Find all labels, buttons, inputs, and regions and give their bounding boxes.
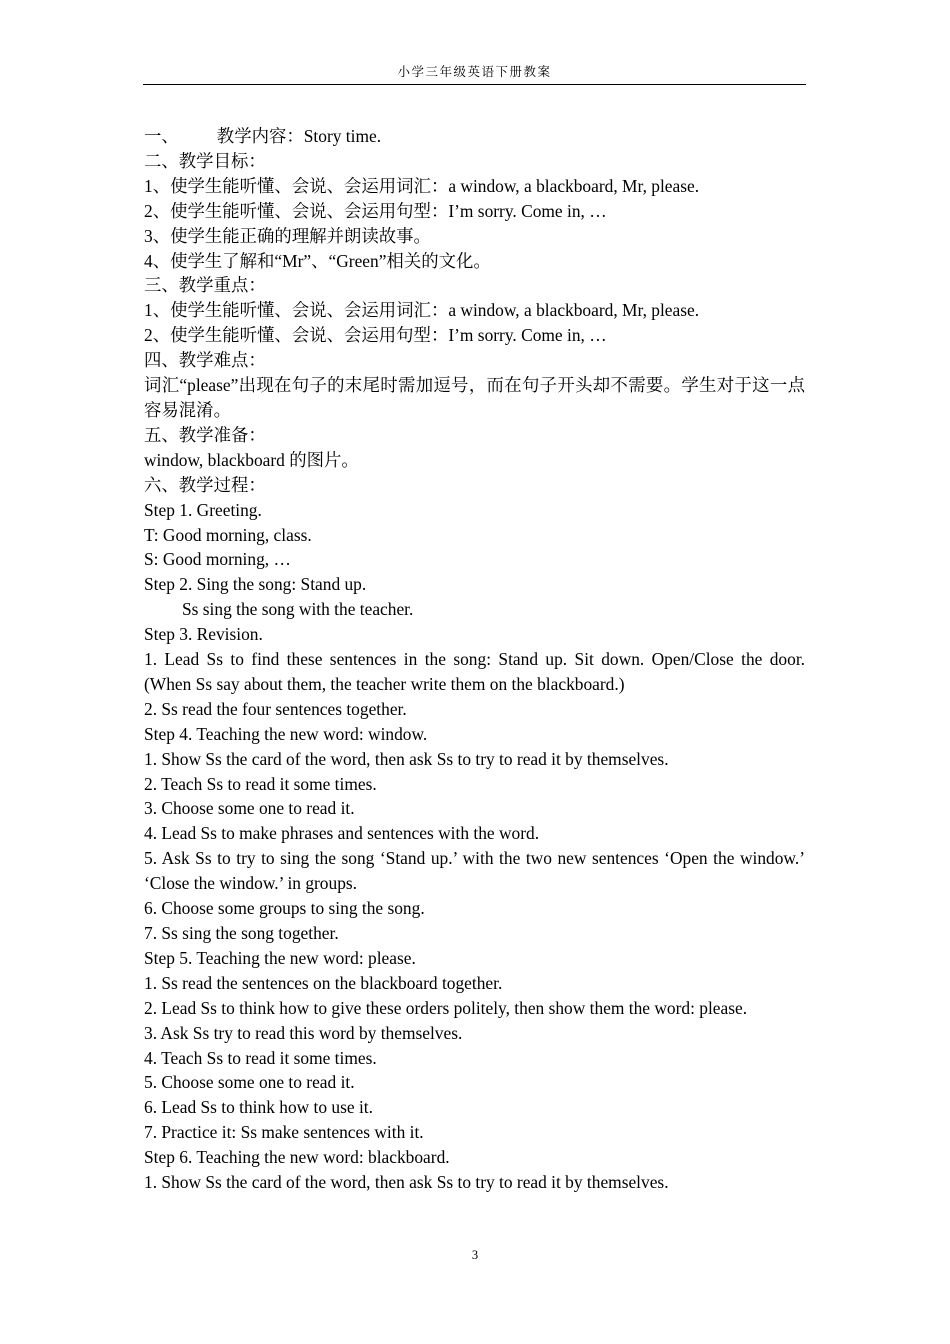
text-line: 三、教学重点： — [144, 275, 266, 296]
text-line: 5. Choose some one to read it. — [144, 1072, 355, 1093]
page-header: 小学三年级英语下册教案 — [143, 62, 806, 85]
text-line: 6. Lead Ss to think how to use it. — [144, 1097, 373, 1118]
text-line: Step 4. Teaching the new word: window. — [144, 723, 428, 744]
text-line: 2、使学生能听懂、会说、会运用句型：I’m sorry. Come in, … — [144, 200, 607, 221]
text-line: 3. Ask Ss try to read this word by themselves. — [144, 1022, 463, 1043]
text-line: 1. Show Ss the card of the word, then ask Ss to try to read it by themselves. — [144, 748, 669, 769]
text-line: Step 1. Greeting. — [144, 499, 262, 520]
step5-item-2: 2. Lead Ss to think how to give these orders politely, then show them the word: please. — [144, 997, 748, 1018]
step4-item-5: 5. Ask Ss to try to sing the song ‘Stand up.’ with the two new sentences ‘Open the window.’ ‘Close the window.’ in groups. — [144, 848, 805, 894]
text-line: S: Good morning, … — [144, 549, 291, 570]
text-line: 1. Show Ss the card of the word, then ask Ss to try to read it by themselves. — [144, 1172, 669, 1193]
section-number: 一、 — [144, 126, 179, 146]
text-line: 7. Practice it: Ss make sentences with it. — [144, 1122, 424, 1143]
text-line: window, blackboard 的图片。 — [144, 449, 359, 470]
text-line: 1、使学生能听懂、会说、会运用词汇：a window, a blackboard, Mr, please. — [144, 175, 700, 196]
text-line: 4. Teach Ss to read it some times. — [144, 1047, 377, 1068]
text-line: 4. Lead Ss to make phrases and sentences with the word. — [144, 823, 540, 844]
text-line: 二、教学目标： — [144, 150, 266, 171]
text-line: 4、使学生了解和“Mr”、“Green”相关的文化。 — [144, 250, 491, 271]
step3-item-1: 1. Lead Ss to find these sentences in the song: Stand up. Sit down. Open/Close the door. (When Ss say about them, the teacher write them on the blackboard.) — [144, 649, 805, 694]
text-line: 2. Ss read the four sentences together. — [144, 698, 407, 719]
step-heading: Step 3. Revision. — [144, 624, 263, 645]
text-line: 四、教学难点： — [144, 350, 266, 371]
text-line: 2、使学生能听懂、会说、会运用句型：I’m sorry. Come in, … — [144, 325, 607, 346]
text-line: 3、使学生能正确的理解并朗读故事。 — [144, 225, 431, 246]
difficulty-paragraph: 词汇“please”出现在句子的末尾时需加逗号，而在句子开头却不需要。学生对于这一点容易混淆。 — [144, 375, 805, 420]
text-line: 2. Teach Ss to read it some times. — [144, 773, 377, 794]
indented-line: Ss sing the song with the teacher. — [182, 599, 414, 620]
text-line: 6. Choose some groups to sing the song. — [144, 898, 425, 919]
section-title: 教学内容：Story time. — [216, 126, 382, 146]
text-line: 六、教学过程： — [144, 474, 266, 495]
text-line: 五、教学准备： — [144, 424, 266, 445]
section-content-heading — [144, 124, 805, 149]
text-line: 7. Ss sing the song together. — [144, 923, 339, 943]
text-line: Step 5. Teaching the new word: please. — [144, 947, 416, 968]
page-number: 3 — [471, 1248, 479, 1262]
document-body — [144, 124, 805, 1195]
text-line: T: Good morning, class. — [144, 524, 312, 545]
text-line: Step 6. Teaching the new word: blackboard. — [144, 1147, 450, 1168]
text-line: 1、使学生能听懂、会说、会运用词汇：a window, a blackboard, Mr, please. — [144, 300, 700, 321]
text-line: 1. Ss read the sentences on the blackboard together. — [144, 972, 503, 993]
text-line: Step 2. Sing the song: Stand up. — [144, 574, 367, 595]
text-line: 3. Choose some one to read it. — [144, 798, 355, 819]
